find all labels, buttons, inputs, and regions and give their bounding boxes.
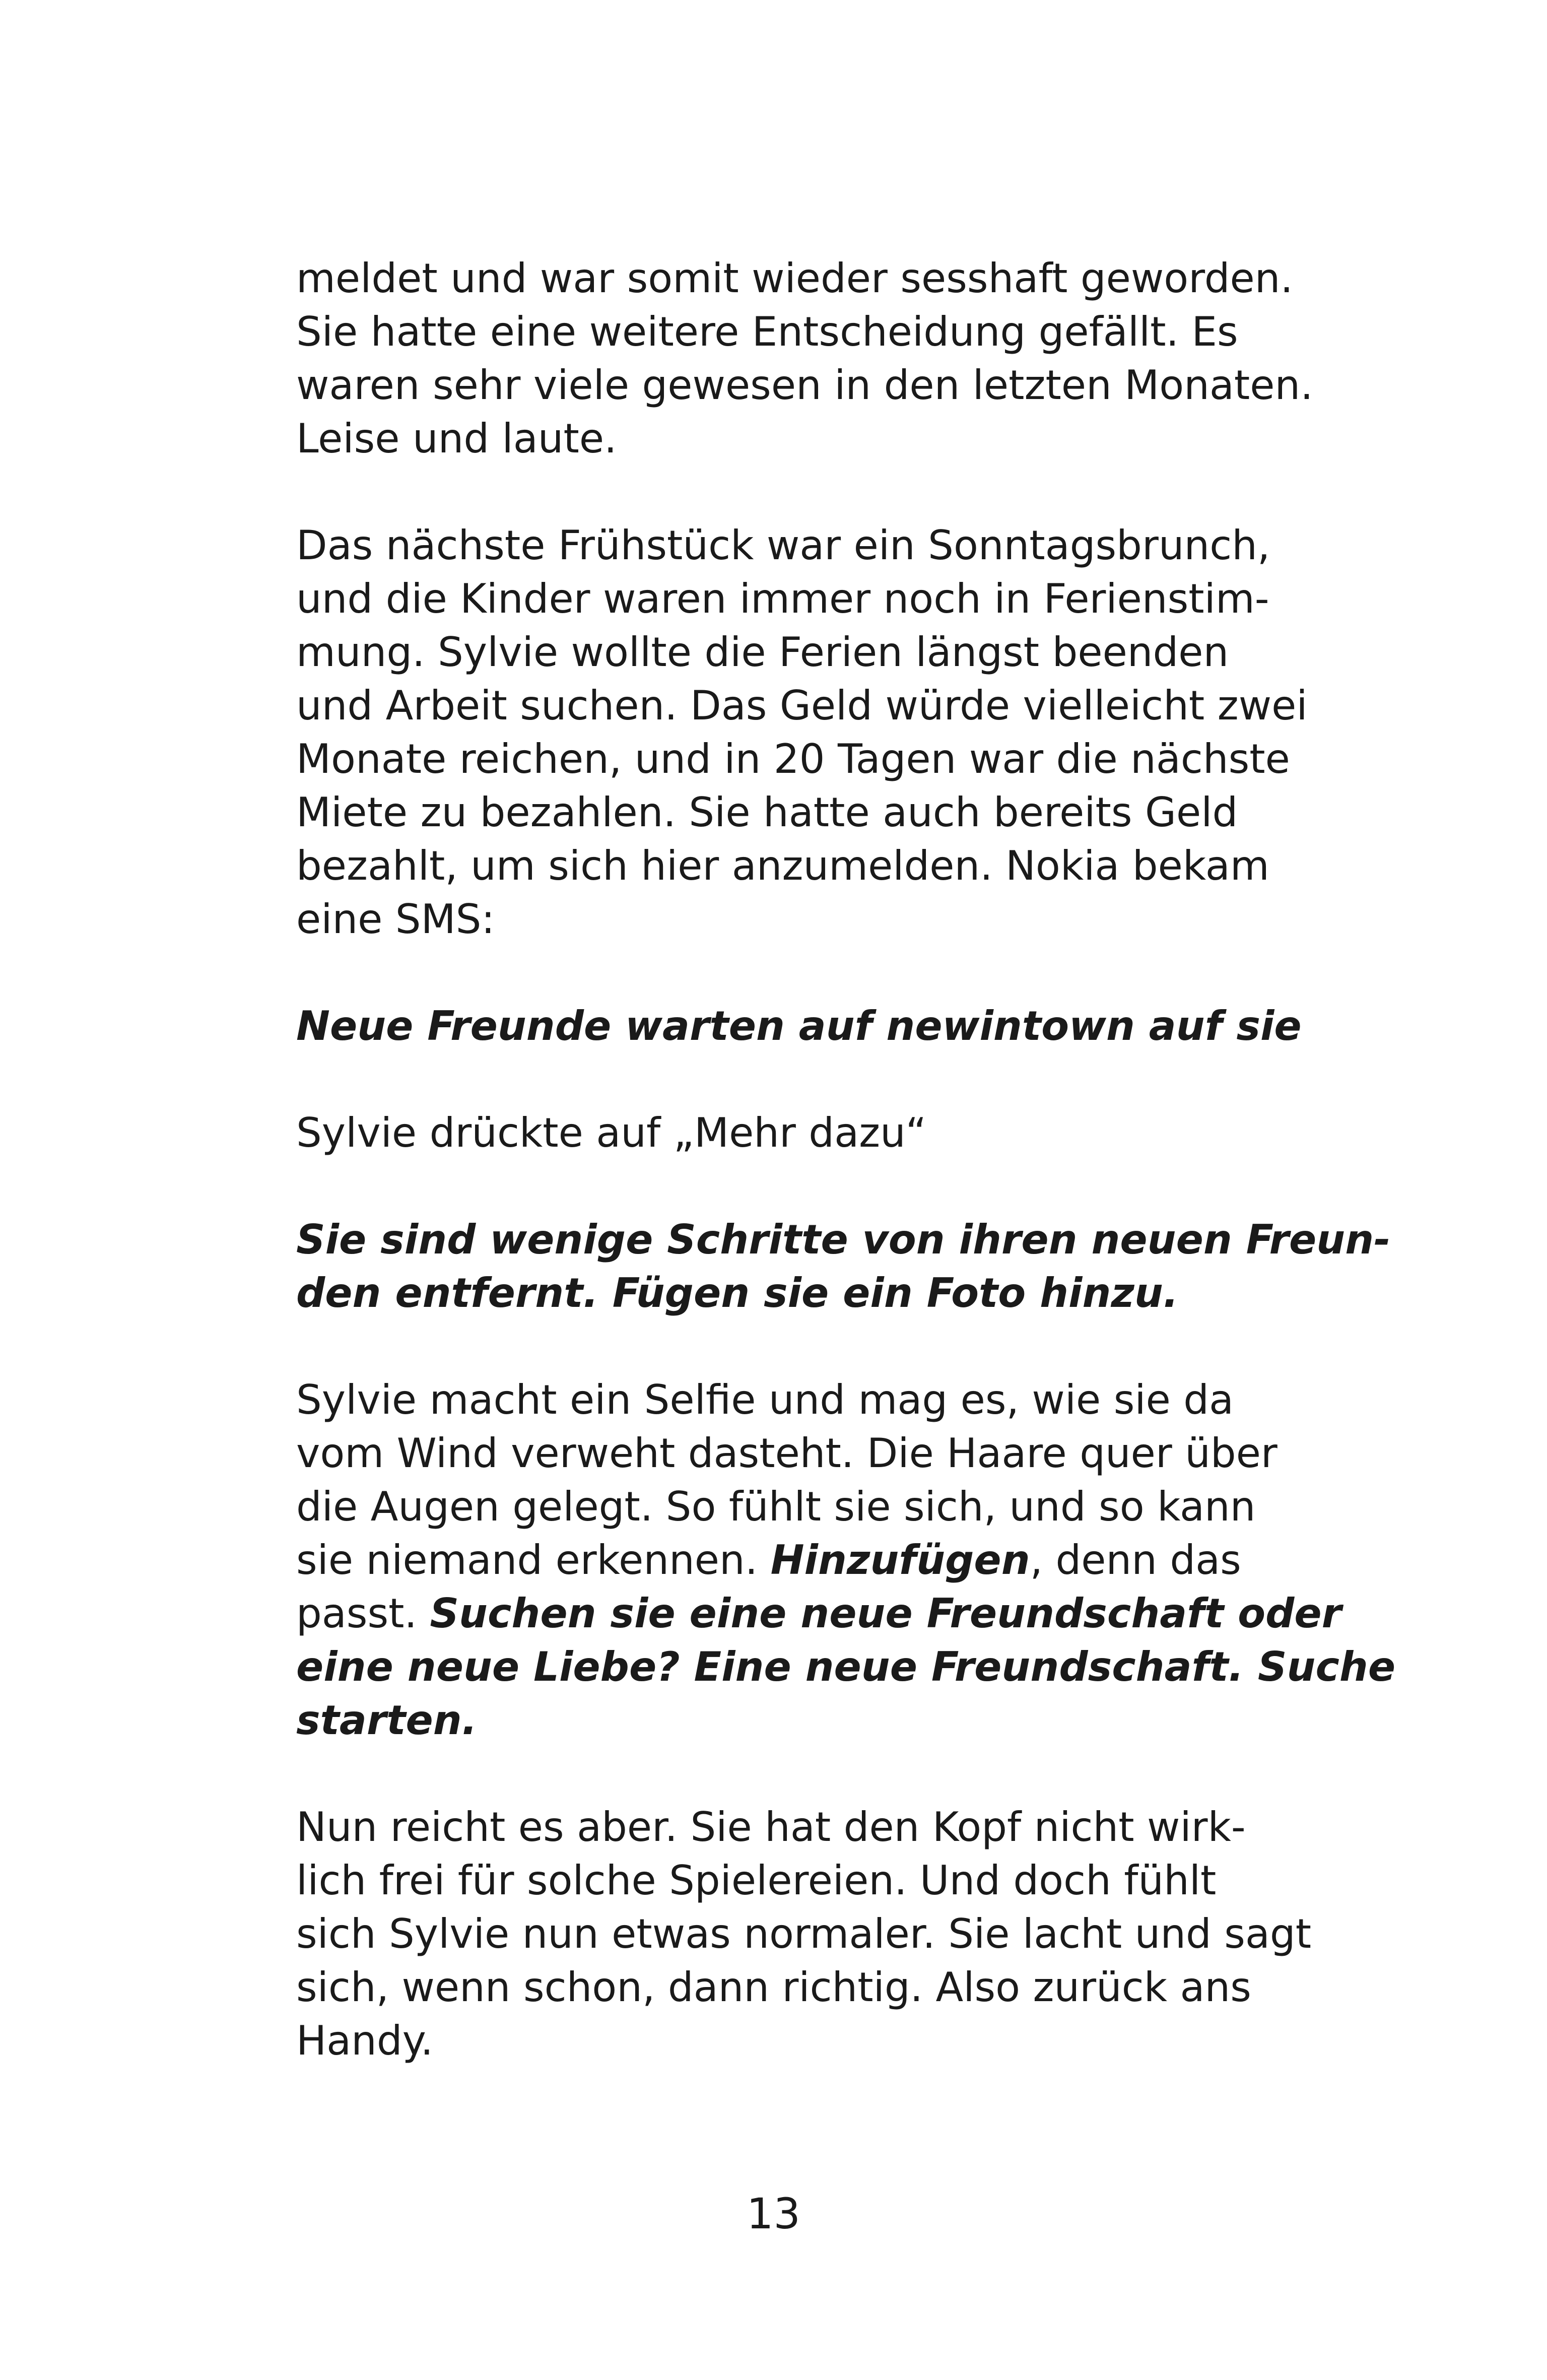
text-line: Leise und laute. <box>296 415 617 462</box>
text-line: Sie hatte eine weitere Entscheidung gefällt. Es <box>296 308 1238 355</box>
text-line: mung. Sylvie wollte die Ferien längst beenden <box>296 629 1229 676</box>
text-line: Monate reichen, und in 20 Tagen war die nächste <box>296 736 1290 782</box>
text-line <box>296 1534 1304 1587</box>
page-number: 13 <box>747 2189 800 2238</box>
emphasis-search-prompt: Suchen sie eine neue Freundschaft oder <box>430 1590 1342 1637</box>
emphasis-add: Hinzufügen <box>770 1537 1030 1583</box>
text-line: waren sehr viele gewesen in den letzten Monaten. <box>296 362 1313 409</box>
text-run: passt. <box>296 1590 430 1637</box>
text-line: Sie sind wenige Schritte von ihren neuen Freun- <box>296 1216 1391 1263</box>
text-line: sich, wenn schon, dann richtig. Also zurück ans <box>296 1964 1251 2011</box>
text-line <box>296 1587 1342 1640</box>
paragraph-3 <box>296 1373 1396 1747</box>
text-line: Das nächste Frühstück war ein Sonntagsbrunch, <box>296 522 1270 569</box>
text-run: , denn das <box>1030 1537 1241 1583</box>
text-line: Nun reicht es aber. Sie hat den Kopf nicht wirk- <box>296 1804 1246 1850</box>
text-line: eine neue Liebe? Eine neue Freundschaft. Suche <box>296 1643 1396 1690</box>
paragraph-2 <box>296 519 1308 946</box>
paragraph-4 <box>296 1801 1312 2068</box>
text-line: vom Wind verweht dasteht. Die Haare quer über <box>296 1430 1277 1477</box>
paragraph-1 <box>296 252 1313 466</box>
text-line: lich frei für solche Spielereien. Und doch fühlt <box>296 1857 1217 1904</box>
text-line: starten. <box>296 1697 478 1744</box>
text-line: und Arbeit suchen. Das Geld würde vielleicht zwei <box>296 682 1308 729</box>
text-line: eine SMS: <box>296 896 495 943</box>
text-line: Handy. <box>296 2017 434 2064</box>
text-line: Sylvie macht ein Selfie und mag es, wie sie da <box>296 1376 1234 1423</box>
body-text <box>296 252 1396 2068</box>
action-line: Sylvie drückte auf „Mehr dazu“ <box>296 1109 927 1156</box>
sms-message-1: Neue Freunde warten auf newintown auf sie <box>296 1003 1302 1049</box>
text-line: und die Kinder waren immer noch in Ferienstim- <box>296 575 1269 622</box>
text-line: sich Sylvie nun etwas normaler. Sie lacht und sagt <box>296 1910 1312 1957</box>
text-line: Miete zu bezahlen. Sie hatte auch bereits Geld <box>296 789 1238 836</box>
text-line: meldet und war somit wieder sesshaft geworden. <box>296 255 1293 302</box>
text-line: den entfernt. Fügen sie ein Foto hinzu. <box>296 1270 1179 1316</box>
sms-message-2 <box>296 1213 1391 1320</box>
text-line: bezahlt, um sich hier anzumelden. Nokia bekam <box>296 842 1269 889</box>
text-run: sie niemand erkennen. <box>296 1537 771 1583</box>
text-line: die Augen gelegt. So fühlt sie sich, und so kann <box>296 1483 1256 1530</box>
